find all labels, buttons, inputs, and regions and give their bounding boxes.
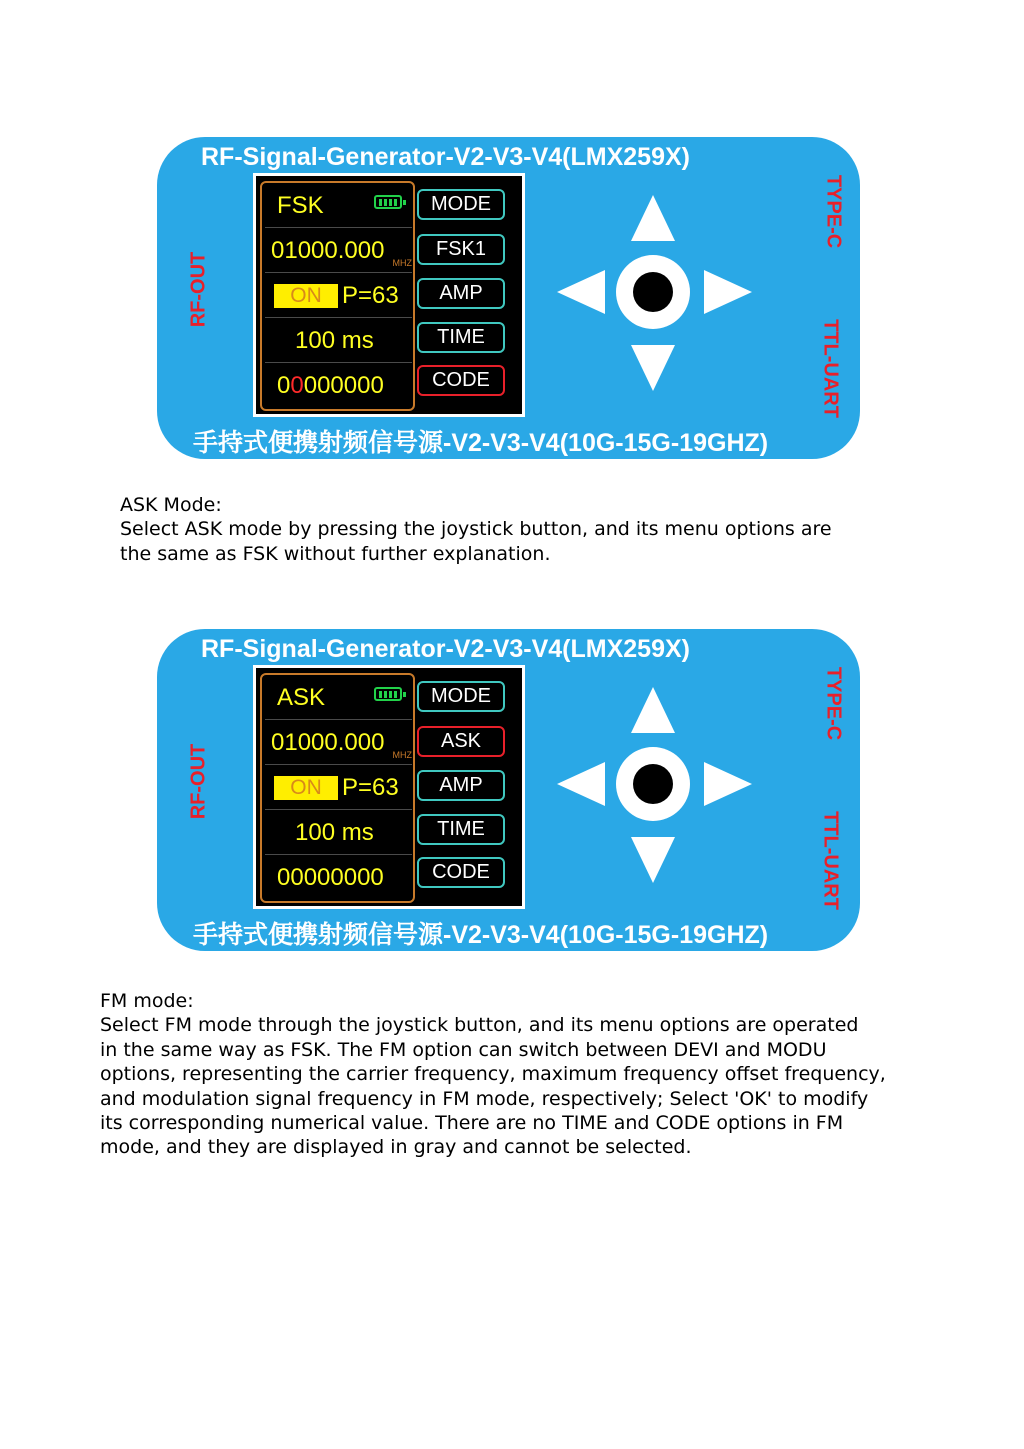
ask-line-1: Select ASK mode by pressing the joystick button, and its menu options are xyxy=(120,518,832,541)
frequency-row xyxy=(265,228,412,273)
mode-value: ASK xyxy=(277,684,326,711)
joystick-left-arrow-icon xyxy=(557,762,605,806)
joystick-left-arrow-icon xyxy=(557,270,605,314)
lcd-screen xyxy=(253,173,525,417)
joystick-right-arrow-icon xyxy=(704,762,752,806)
power-value: P=63 xyxy=(342,282,399,309)
menu-code-button: CODE xyxy=(417,365,505,396)
status-panel xyxy=(260,181,415,411)
time-row xyxy=(265,810,412,855)
menu-mode-button: MODE xyxy=(417,189,505,220)
fm-line-6: mode, and they are displayed in gray and cannot be selected. xyxy=(100,1136,692,1159)
mode-row xyxy=(265,675,412,720)
output-on-badge: ON xyxy=(274,776,338,800)
power-row xyxy=(265,765,412,810)
fm-heading: FM mode: xyxy=(100,990,194,1012)
code-value xyxy=(277,372,384,400)
power-value: P=63 xyxy=(342,774,399,801)
joystick-up-arrow-icon xyxy=(631,195,675,241)
fm-section xyxy=(100,989,886,1160)
code-row xyxy=(265,855,412,899)
joystick-right-arrow-icon xyxy=(704,270,752,314)
fm-line-5: its corresponding numerical value. There are no TIME and CODE options in FM xyxy=(100,1111,844,1134)
code-digit-rest: 000000 xyxy=(303,372,384,399)
unit-label: MHZ xyxy=(392,750,412,760)
code-row xyxy=(265,363,412,407)
ask-line-2: the same as FSK without further explanation. xyxy=(120,542,551,565)
time-row xyxy=(265,318,412,363)
rf-out-label: RF-OUT xyxy=(187,251,210,328)
joystick-down-arrow-icon xyxy=(631,345,675,391)
output-on-badge: ON xyxy=(274,284,338,308)
lcd-screen xyxy=(253,665,525,909)
device-title: RF-Signal-Generator-V2-V3-V4(LMX259X) xyxy=(201,143,690,171)
joystick-button-icon xyxy=(616,747,690,821)
device-image-fsk xyxy=(157,137,860,459)
menu-time-button: TIME xyxy=(417,322,505,353)
code-value: 00000000 xyxy=(277,864,384,891)
menu-fsk1-button: FSK1 xyxy=(417,234,505,265)
rf-out-label: RF-OUT xyxy=(187,743,210,820)
device-subtitle: 手持式便携射频信号源-V2-V3-V4(10G-15G-19GHZ) xyxy=(193,921,769,949)
menu-ask-button: ASK xyxy=(417,726,505,757)
unit-label: MHZ xyxy=(392,258,412,268)
frequency-value: 01000.000 xyxy=(271,237,385,264)
battery-icon xyxy=(374,195,402,209)
ttl-uart-label: TTL-UART xyxy=(819,319,842,418)
ask-section xyxy=(120,493,832,566)
battery-icon xyxy=(374,687,402,701)
device-title: RF-Signal-Generator-V2-V3-V4(LMX259X) xyxy=(201,635,690,663)
ttl-uart-label: TTL-UART xyxy=(819,811,842,910)
power-row xyxy=(265,273,412,318)
code-digit-cursor: 0 xyxy=(290,372,304,399)
type-c-label: TYPE-C xyxy=(822,174,845,249)
menu-amp-button: AMP xyxy=(417,278,505,309)
menu-time-button: TIME xyxy=(417,814,505,845)
fm-line-1: Select FM mode through the joystick button, and its menu options are operated xyxy=(100,1014,859,1037)
device-subtitle: 手持式便携射频信号源-V2-V3-V4(10G-15G-19GHZ) xyxy=(193,429,769,457)
menu-mode-button: MODE xyxy=(417,681,505,712)
joystick-down-arrow-icon xyxy=(631,837,675,883)
frequency-value: 01000.000 xyxy=(271,729,385,756)
menu-amp-button: AMP xyxy=(417,770,505,801)
status-panel xyxy=(260,673,415,903)
code-digit-1: 0 xyxy=(277,372,291,399)
fm-line-2: in the same way as FSK. The FM option can switch between DEVI and MODU xyxy=(100,1038,827,1061)
frequency-row xyxy=(265,720,412,765)
mode-value: FSK xyxy=(277,192,324,219)
joystick-up-arrow-icon xyxy=(631,687,675,733)
time-value: 100 ms xyxy=(295,327,374,354)
menu-code-button: CODE xyxy=(417,857,505,888)
time-value: 100 ms xyxy=(295,819,374,846)
fm-line-4: and modulation signal frequency in FM mode, respectively; Select 'OK' to modify xyxy=(100,1087,869,1110)
device-image-ask xyxy=(157,629,860,951)
fm-line-3: options, representing the carrier frequency, maximum frequency offset frequency, xyxy=(100,1063,886,1086)
type-c-label: TYPE-C xyxy=(822,666,845,741)
mode-row xyxy=(265,183,412,228)
joystick-button-icon xyxy=(616,255,690,329)
ask-heading: ASK Mode: xyxy=(120,494,222,516)
